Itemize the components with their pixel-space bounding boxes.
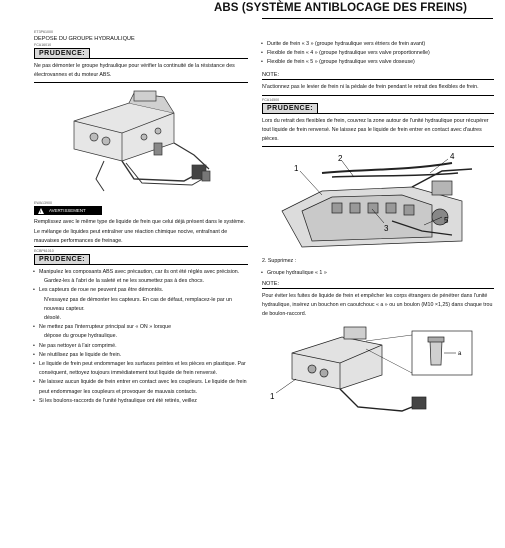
warning-label: ! AVERTISSEMENT <box>34 206 102 215</box>
reference-code: ECBP61010 <box>34 249 54 254</box>
list-item: dépose du groupe hydraulique. <box>44 333 118 340</box>
callout-label: 3 <box>384 224 389 234</box>
page-title: ABS (SYSTÈME ANTIBLOCAGE DES FREINS) <box>214 2 467 14</box>
note-text: N'actionnez pas le levier de frein ni la pédale de frein pendant le retrait des flexibles de frein. <box>262 83 479 90</box>
divider <box>262 95 494 96</box>
section-heading: DEPOSE DU GROUPE HYDRAULIQUE <box>34 36 135 42</box>
callout-label: 1 <box>270 392 275 402</box>
step-heading: 2. Supprimez : <box>262 258 297 265</box>
list-item: N'essayez pas de démonter les capteurs. En cas de défaut, remplacez-le par un nouveau capteur. <box>44 296 232 312</box>
list-item: • Groupe hydraulique « 1 » <box>262 269 494 278</box>
list-item: • Si les boulons-raccords de l'unité hydraulique ont été retirés, veillez <box>34 397 248 406</box>
caution-label: PRUDENCE: <box>34 254 90 265</box>
caution-bullet-list <box>34 265 248 406</box>
list-item: • Ne pas nettoyer à l'air comprimé. <box>34 342 248 351</box>
list-item: • Ne réutilisez pas le liquide de frein. <box>34 351 248 360</box>
list-item: • Ne mettez pas l'interrupteur principal sur « ON » lorsque <box>34 323 248 332</box>
divider <box>262 146 494 147</box>
hydraulic-unit-illustration <box>34 83 248 201</box>
reference-code: ET3P61000 <box>34 30 53 34</box>
note-label: NOTE: <box>262 280 494 289</box>
warning-triangle-icon <box>38 208 44 214</box>
reference-code: FCA16010 <box>34 43 52 47</box>
caution-text: Lors du retrait des flexibles de frein, couvrez la zone autour de l'unité hydraulique pour récupérer tout liquide de frein renversé. Ne laissez pas le liquide de frein entrer en contact avec d'autres pièces. <box>262 117 489 143</box>
callout-label: 4 <box>450 152 455 162</box>
reference-code: EWA13900 <box>34 201 53 206</box>
list-item: • Les capteurs de roue ne peuvent pas être démontés. <box>34 286 248 295</box>
reference-code: FCA14500 <box>262 97 280 102</box>
caution-header <box>34 48 248 59</box>
list-item: désolé. <box>44 315 62 322</box>
callout-label: a <box>458 351 462 358</box>
caution-header <box>262 103 494 114</box>
warning-text: Remplissez avec le même type de liquide de frein que celui déjà présent dans le système. Le mélange de liquides peut entraîner une réaction chimique nocive, entraînant de mauvaises performances de freinage. <box>34 219 246 244</box>
list-item: • Le liquide de frein peut endommager les surfaces peintes et les pièces en plastique. Par conséquent, nettoyez toujours immédiatement tout liquide de frein renversé. <box>34 360 248 378</box>
list-item: • Flexible de frein « 5 » (groupe hydraulique vers valve doseuse) <box>262 58 494 67</box>
note-text: Pour éviter les fuites de liquide de frein et empêcher les corps étrangers de pénétrer dans l'unité hydraulique, insérez un bouchon en caoutchouc « a » ou un boulon (M10 ×1,25) dans chaque trou de boulon-raccord. <box>262 292 493 318</box>
left-column <box>34 30 248 406</box>
right-column <box>262 40 494 423</box>
list-item: Gardez-les à l'abri de la saleté et ne les soumettez pas à des chocs. <box>44 278 205 285</box>
callout-label: 5 <box>444 216 449 226</box>
hydraulic-unit-plug-illustration <box>262 323 494 423</box>
callout-label: 2 <box>338 154 343 164</box>
brake-hoses-illustration <box>262 151 494 251</box>
list-item: • Flexible de frein « 4 » (groupe hydraulique vers valve proportionnelle) <box>262 49 494 58</box>
caution-label: PRUDENCE: <box>262 103 318 114</box>
list-item: • Manipulez les composants ABS avec précaution, car ils ont été réglés avec précision. <box>34 268 248 277</box>
callout-label: 1 <box>294 164 299 174</box>
warning-block <box>34 206 248 247</box>
caution-header <box>34 254 248 265</box>
list-item: • Durite de frein « 3 » (groupe hydraulique vers étriers de frein avant) <box>262 40 494 49</box>
list-item: • Ne laissez aucun liquide de frein entrer en contact avec les coupleurs. Le liquide de frein peut endommager les coupleurs et provoquer de mauvais contacts. <box>34 378 248 396</box>
caution-label: PRUDENCE: <box>34 48 90 59</box>
note-label: NOTE: <box>262 71 494 80</box>
caution-text: Ne pas démonter le groupe hydraulique pour vérifier la continuité de la résistance des électrovannes et du moteur ABS. <box>34 63 235 79</box>
title-rule <box>262 18 493 19</box>
